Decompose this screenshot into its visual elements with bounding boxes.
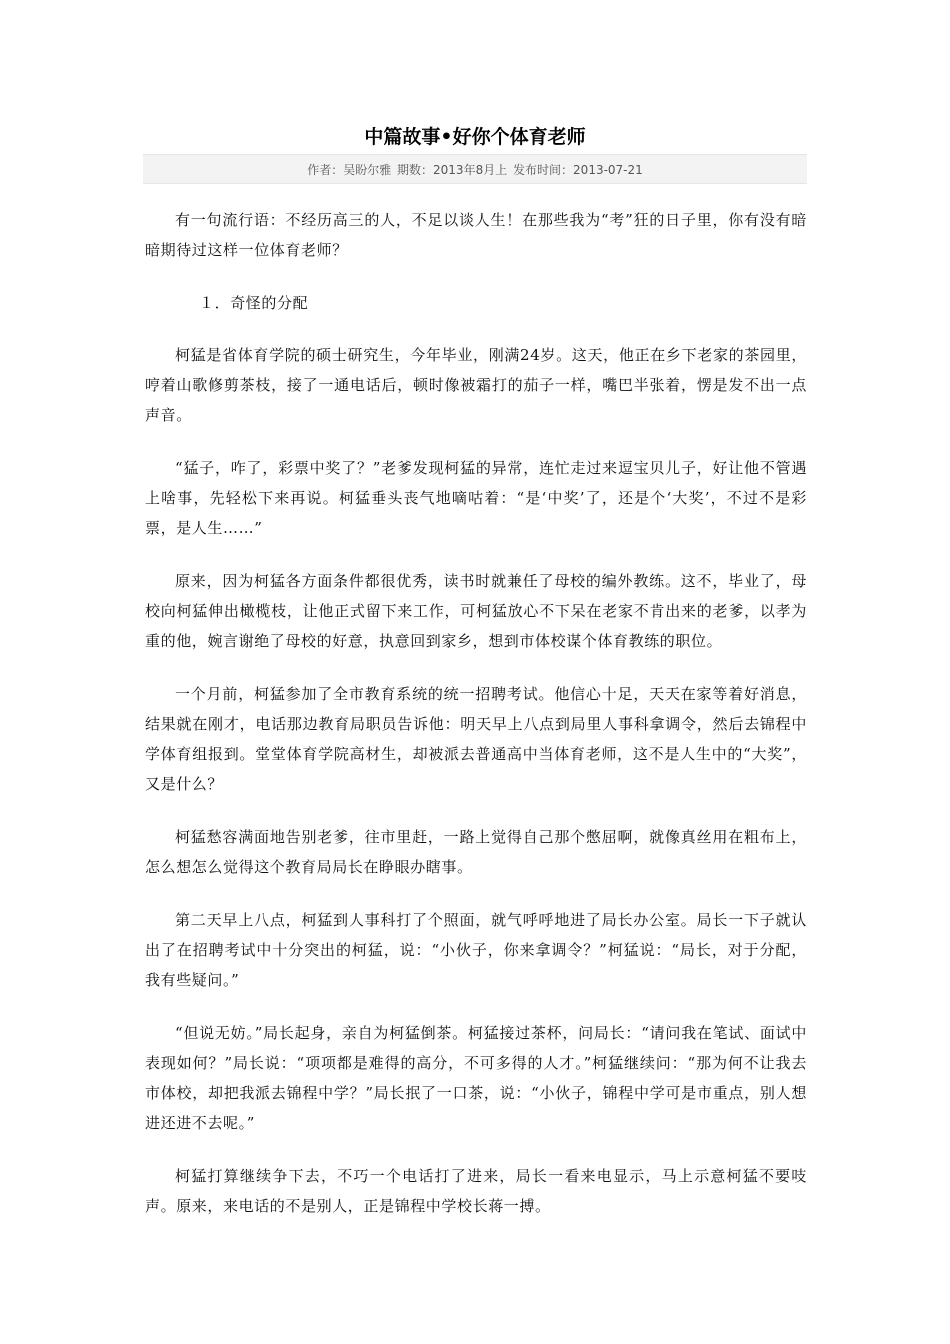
meta-published-date: 发布时间：2013-07-21 <box>513 163 643 177</box>
article-body <box>145 205 807 1244</box>
meta-issue: 期数：2013年8月上 <box>397 163 508 177</box>
section-heading: １．奇怪的分配 <box>199 294 309 312</box>
article-title: 中篇故事•好你个体育老师 <box>364 126 586 148</box>
meta-author: 作者：吴盼尔雅 <box>307 163 392 177</box>
paragraph: “猛子，咋了，彩票中奖了？”老爹发现柯猛的异常，连忙走过来逗宝贝儿子，好让他不管遇上啥事，先轻松下来再说。柯猛垂头丧气地嘀咕着：“是‘中奖’了，还是个‘大奖’，不过不是彩票，是人生……” <box>145 459 807 537</box>
article-meta-bar <box>143 154 807 184</box>
paragraph: 柯猛是省体育学院的硕士研究生，今年毕业，刚满24岁。这天，他正在乡下老家的茶园里，哼着山歌修剪茶枝，接了一通电话后，顿时像被霜打的茄子一样，嘴巴半张着，愣是发不出一点声音。 <box>145 346 807 424</box>
paragraph: “但说无妨。”局长起身，亲自为柯猛倒茶。柯猛接过茶杯，问局长：“请问我在笔试、面试中表现如何？”局长说：“项项都是难得的高分，不可多得的人才。”柯猛继续问：“那为何不让我去市体校，却把我派去锦程中学？”局长抿了一口茶，说：“小伙子，锦程中学可是市重点，别人想进还进不去呢。” <box>145 1024 807 1132</box>
paragraph: 一个月前，柯猛参加了全市教育系统的统一招聘考试。他信心十足，天天在家等着好消息，结果就在刚才，电话那边教育局职员告诉他：明天早上八点到局里人事科拿调令，然后去锦程中学体育组报到。堂堂体育学院高材生，却被派去普通高中当体育老师，这不是人生中的“大奖”，又是什么？ <box>145 685 807 793</box>
paragraph: 柯猛愁容满面地告别老爹，往市里赶，一路上觉得自己那个憋屈啊，就像真丝用在粗布上，怎么想怎么觉得这个教育局局长在睁眼办瞎事。 <box>145 828 807 876</box>
paragraph: 原来，因为柯猛各方面条件都很优秀，读书时就兼任了母校的编外教练。这不，毕业了，母校向柯猛伸出橄榄枝，让他正式留下来工作，可柯猛放心不下呆在老家不肯出来的老爹，以孝为重的他，婉言谢绝了母校的好意，执意回到家乡，想到市体校谋个体育教练的职位。 <box>145 572 807 650</box>
paragraph: 第二天早上八点，柯猛到人事科打了个照面，就气呼呼地进了局长办公室。局长一下子就认出了在招聘考试中十分突出的柯猛，说：“小伙子，你来拿调令？”柯猛说：“局长，对于分配，我有些疑问。” <box>145 911 807 989</box>
paragraph: 柯猛打算继续争下去，不巧一个电话打了进来，局长一看来电显示，马上示意柯猛不要吱声。原来，来电话的不是别人，正是锦程中学校长蒋一搏。 <box>145 1167 807 1215</box>
paragraph-intro: 有一句流行语：不经历高三的人，不足以谈人生！在那些我为“考”狂的日子里，你有没有暗暗期待过这样一位体育老师？ <box>145 211 807 259</box>
